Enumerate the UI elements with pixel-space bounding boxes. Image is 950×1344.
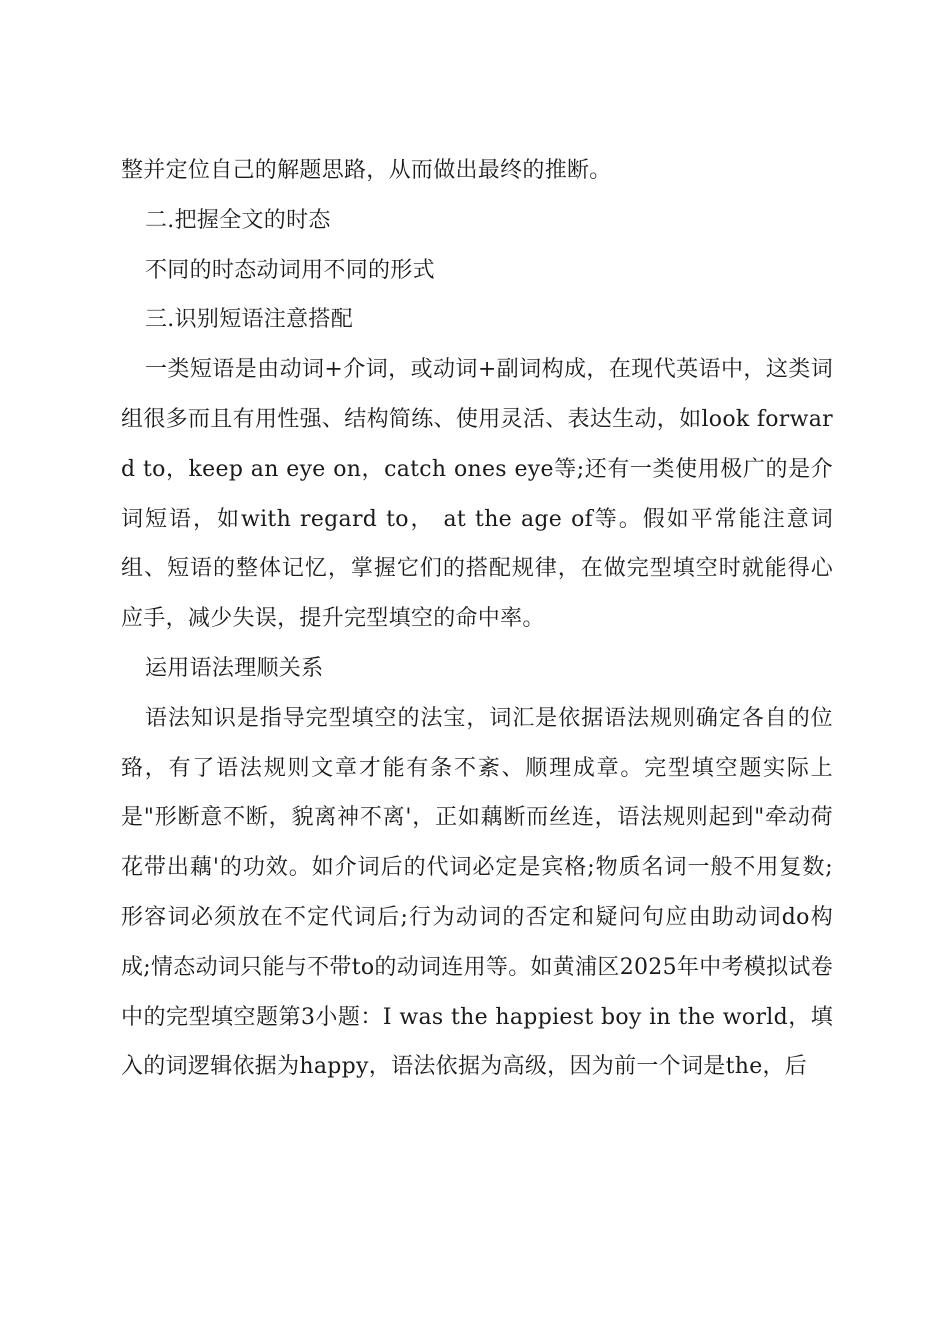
document-body	[121, 146, 833, 1092]
heading-tense: 二.把握全文的时态	[145, 207, 331, 233]
paragraph-phrases: 一类短语是由动词+介词，或动词+副词构成，在现代英语中，这类词组很多而且有用性强、结构简练、使用灵活、表达生动，如look forward to，keep an eye on，catch ones eye等;还有一类使用极广的是介词短语，如with regard to， at the age of等。假如平常能注意词组、短语的整体记忆，掌握它们的搭配规律，在做完型填空时就能得心应手，减少失误，提升完型填空的命中率。	[121, 357, 833, 632]
paragraph-continuation: 整并定位自己的解题思路，从而做出最终的推断。	[121, 158, 612, 183]
heading-phrases: 三.识别短语注意搭配	[145, 307, 353, 333]
paragraph-tense: 不同的时态动词用不同的形式	[145, 257, 435, 283]
paragraph-grammar: 语法知识是指导完型填空的法宝，词汇是依据语法规则确定各自的位臵，有了语法规则文章才能有条不紊、顺理成章。完型填空题实际上是"形断意不断，貌离神不离'，正如藕断而丝连，语法规则起到"牵动荷花带出藕'的功效。如介词后的代词必定是宾格;物质名词一般不用复数;形容词必须放在不定代词后;行为动词的否定和疑问句应由助动词do构成;情态动词只能与不带to的动词连用等。如黄浦区2025年中考模拟试卷中的完型填空题第3小题：I was the happiest boy in the world，填入的词逻辑依据为happy，语法依据为高级，因为前一个词是the，后	[121, 705, 833, 1080]
heading-grammar: 运用语法理顺关系	[145, 655, 324, 681]
